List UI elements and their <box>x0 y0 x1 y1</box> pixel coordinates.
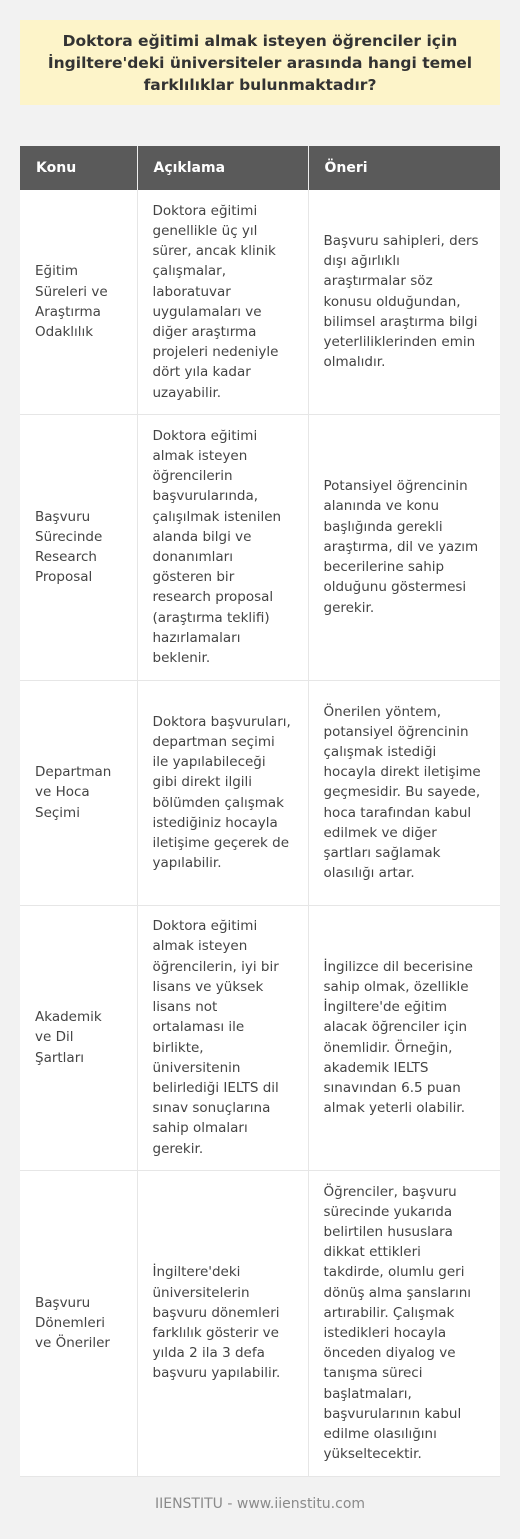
cell-aciklama: İngiltere'deki üniversitelerin başvuru dönemleri farklılık gösterir ve yılda 2 ila 3 defa başvuru yapılabilir. <box>137 1170 308 1476</box>
cell-oneri: Potansiyel öğrencinin alanında ve konu başlığında gerekli araştırma, dil ve yazım becerilerine sahip olduğunu göstermesi gerekir. <box>308 414 500 680</box>
table-row <box>20 414 500 680</box>
cell-konu: Başvuru Dönemleri ve Öneriler <box>20 1170 137 1476</box>
cell-aciklama: Doktora eğitimi genellikle üç yıl sürer, ancak klinik çalışmalar, laboratuvar uygulamaları ve diğer araştırma projeleri nedeniyle dört yıla kadar uzayabilir. <box>137 190 308 414</box>
header-oneri: Öneri <box>308 146 500 190</box>
comparison-table <box>20 146 500 1477</box>
cell-konu: Akademik ve Dil Şartları <box>20 905 137 1170</box>
footer-credit: IIENSTITU - www.iienstitu.com <box>154 1496 366 1512</box>
header-aciklama: Açıklama <box>137 146 308 190</box>
cell-aciklama: Doktora eğitimi almak isteyen öğrencilerin, iyi bir lisans ve yüksek lisans not ortalaması ile birlikte, üniversitenin belirlediği IELTS dil sınav sonuçlarına sahip olmaları gerekir. <box>137 905 308 1170</box>
cell-konu: Başvuru Sürecinde Research Proposal <box>20 414 137 680</box>
cell-konu: Departman ve Hoca Seçimi <box>20 680 137 905</box>
table-row <box>20 190 500 414</box>
cell-oneri: Önerilen yöntem, potansiyel öğrencinin çalışmak istediği hocayla direkt iletişime geçmesidir. Bu sayede, hoca tarafından kabul edilmek ve diğer şartları sağlamak olasılığı artar. <box>308 680 500 905</box>
title-banner <box>20 20 500 105</box>
table-row <box>20 1170 500 1476</box>
cell-oneri: Başvuru sahipleri, ders dışı ağırlıklı araştırmalar söz konusu olduğundan, bilimsel araştırma bilgi yeterliliklerinden emin olmalıdır. <box>308 190 500 414</box>
cell-oneri: İngilizce dil becerisine sahip olmak, özellikle İngiltere'de eğitim alacak öğrenciler için önemlidir. Örneğin, akademik IELTS sınavından 6.5 puan almak yeterli olabilir. <box>308 905 500 1170</box>
cell-aciklama: Doktora eğitimi almak isteyen öğrencilerin başvurularında, çalışılmak istenilen alanda bilgi ve donanımları gösteren bir research proposal (araştırma teklifi) hazırlamaları beklenir. <box>137 414 308 680</box>
page-title: Doktora eğitimi almak isteyen öğrenciler için İngiltere'deki üniversiteler arasında hangi temel farklılıklar bulunmaktadır? <box>47 31 473 94</box>
cell-aciklama: Doktora başvuruları, departman seçimi ile yapılabileceği gibi direkt ilgili bölümden çalışmak istediğiniz hocayla iletişime geçerek de yapılabilir. <box>137 680 308 905</box>
table-row <box>20 680 500 905</box>
header-konu: Konu <box>20 146 137 190</box>
table-header-row <box>20 146 500 190</box>
cell-oneri: Öğrenciler, başvuru sürecinde yukarıda belirtilen hususlara dikkat ettikleri takdirde, olumlu geri dönüş alma şanslarını artırabilir. Çalışmak istedikleri hocayla önceden diyalog ve tanışma süreci başlatmaları, başvurularının kabul edilme olasılığını yükseltecektir. <box>308 1170 500 1476</box>
cell-konu: Eğitim Süreleri ve Araştırma Odaklılık <box>20 190 137 414</box>
table-row <box>20 905 500 1170</box>
